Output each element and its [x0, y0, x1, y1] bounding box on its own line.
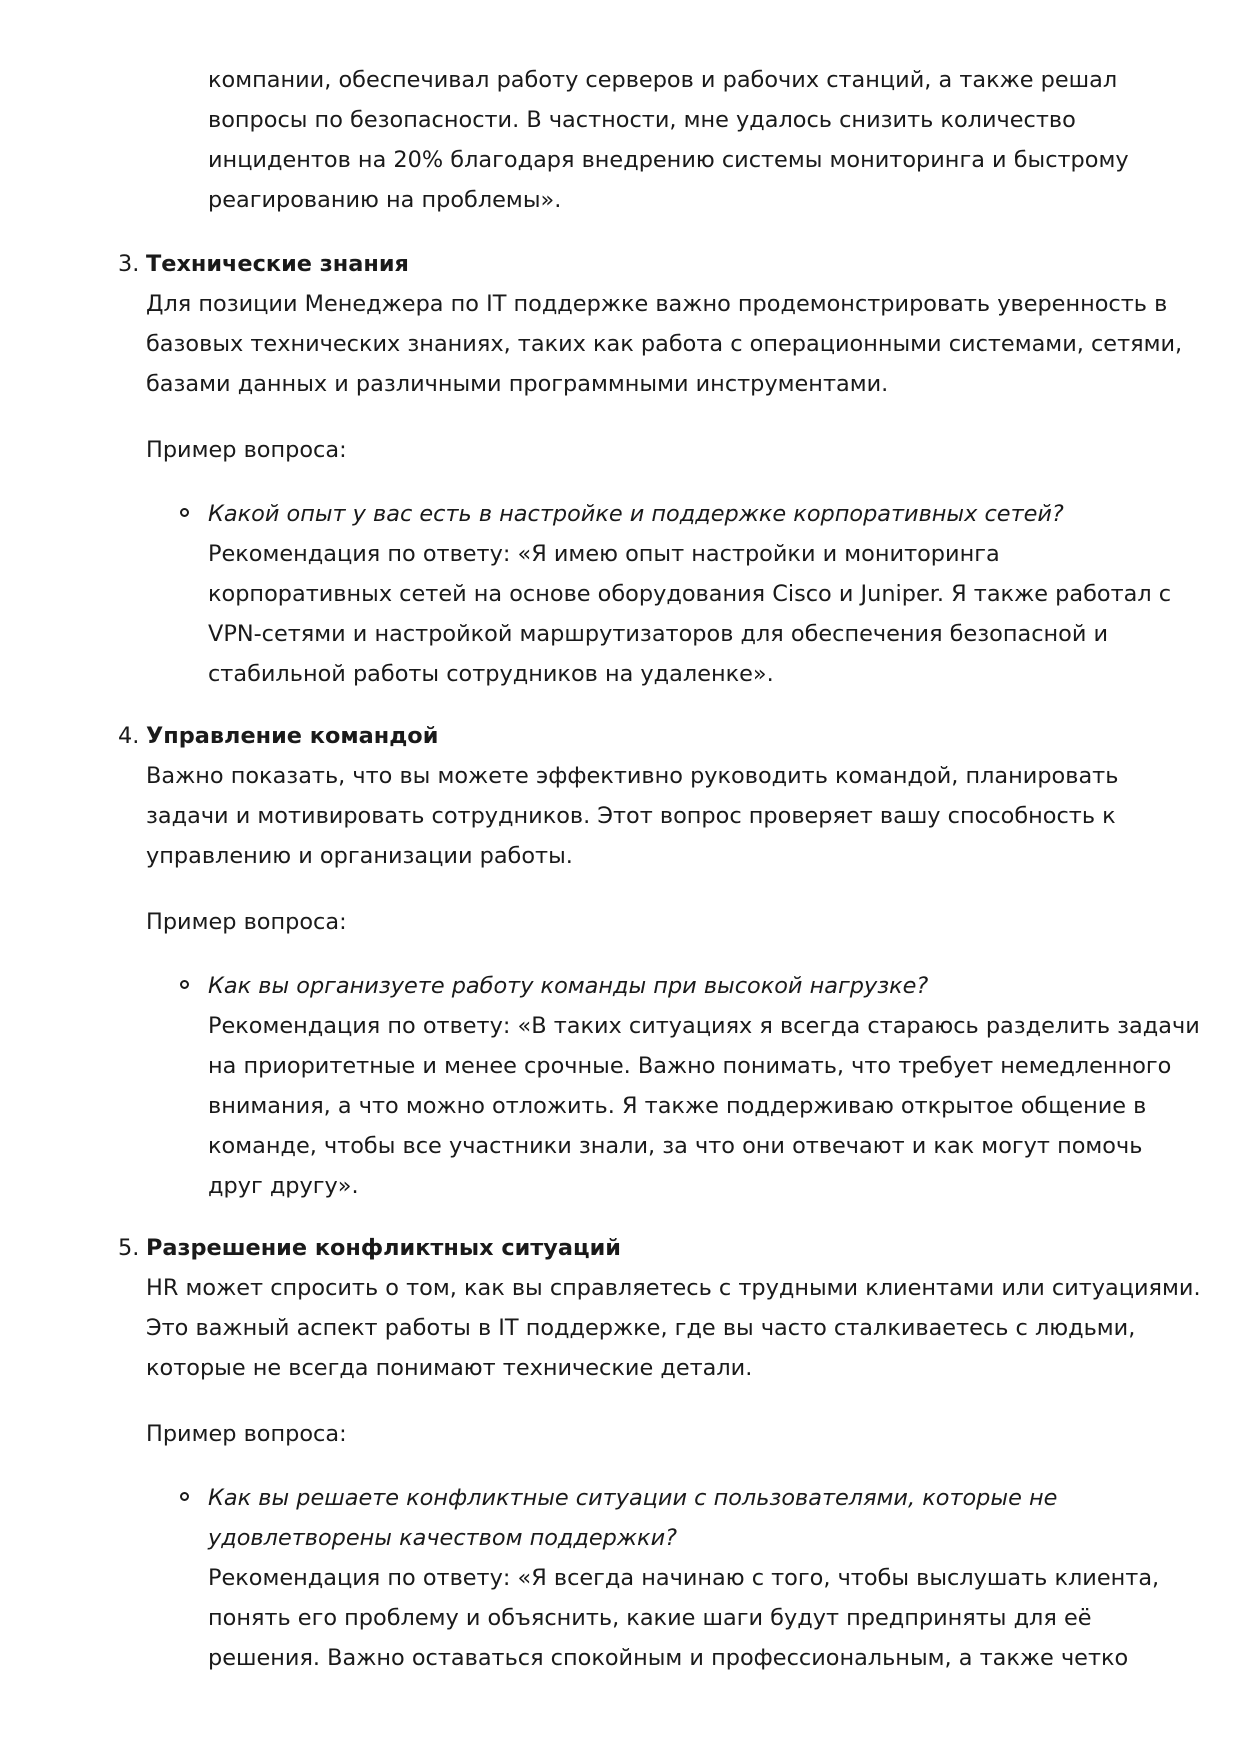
answer-line: на приоритетные и менее срочные. Важно понимать, что требует немедленного [208, 1053, 1172, 1079]
answer-line: команде, чтобы все участники знали, за что они отвечают и как могут помочь [208, 1133, 1143, 1159]
intro-line: вопросы по безопасности. В частности, мне удалось снизить количество [208, 107, 1076, 133]
example-label: Пример вопроса: [146, 1421, 347, 1447]
list-number: 4. [118, 723, 140, 749]
answer-line: друг другу». [208, 1173, 359, 1199]
description-line: задачи и мотивировать сотрудников. Этот вопрос проверяет вашу способность к [146, 803, 1116, 829]
answer-line: VPN-сетями и настройкой маршрутизаторов для обеспечения безопасной и [208, 621, 1109, 647]
intro-paragraph [208, 60, 1188, 220]
intro-line: компании, обеспечивал работу серверов и рабочих станций, а также решал [208, 67, 1118, 93]
example-question: Какой опыт у вас есть в настройке и поддержке корпоративных сетей? [208, 501, 1064, 527]
answer-line: понять его проблему и объяснить, какие шаги будут предприняты для её [208, 1605, 1092, 1631]
section-title: Разрешение конфликтных ситуаций [146, 1235, 621, 1261]
section-team-management [0, 716, 1239, 1199]
answer-line: корпоративных сетей на основе оборудования Cisco и Juniper. Я также работал с [208, 581, 1172, 607]
section-description [146, 1268, 1206, 1388]
section-description [146, 284, 1206, 404]
example-label: Пример вопроса: [146, 437, 347, 463]
circle-bullet-icon [180, 980, 189, 989]
intro-line: инцидентов на 20% благодаря внедрению системы мониторинга и быстрому [208, 147, 1129, 173]
answer-line: стабильной работы сотрудников на удаленке». [208, 661, 774, 687]
example-item [208, 966, 1208, 1206]
circle-bullet-icon [180, 508, 189, 517]
section-heading-row [0, 244, 1239, 284]
circle-bullet-icon [180, 1492, 189, 1501]
example-label: Пример вопроса: [146, 909, 347, 935]
description-line: HR может спросить о том, как вы справляетесь с трудными клиентами или ситуациями. [146, 1275, 1201, 1301]
description-line: Это важный аспект работы в IT поддержке, где вы часто сталкиваетесь с людьми, [146, 1315, 1136, 1341]
section-title: Технические знания [146, 251, 409, 277]
description-line: которые не всегда понимают технические детали. [146, 1355, 753, 1381]
section-title: Управление командой [146, 723, 439, 749]
answer-line: Рекомендация по ответу: «Я всегда начинаю с того, чтобы выслушать клиента, [208, 1565, 1160, 1591]
section-heading-row [0, 1228, 1239, 1268]
description-line: Для позиции Менеджера по IT поддержке важно продемонстрировать уверенность в [146, 291, 1168, 317]
example-question: удовлетворены качеством поддержки? [208, 1525, 678, 1551]
answer-line: Рекомендация по ответу: «Я имею опыт настройки и мониторинга [208, 541, 1000, 567]
list-number: 5. [118, 1235, 140, 1261]
section-heading-row [0, 716, 1239, 756]
section-conflict-resolution [0, 1228, 1239, 1671]
example-question: Как вы решаете конфликтные ситуации с пользователями, которые не [208, 1485, 1058, 1511]
description-line: управлению и организации работы. [146, 843, 573, 869]
example-question: Как вы организуете работу команды при высокой нагрузке? [208, 973, 929, 999]
answer-line: Рекомендация по ответу: «В таких ситуациях я всегда стараюсь разделить задачи [208, 1013, 1200, 1039]
answer-line: решения. Важно оставаться спокойным и профессиональным, а также четко [208, 1645, 1129, 1671]
example-item [208, 1478, 1208, 1678]
section-technical-knowledge [0, 244, 1239, 687]
description-line: базами данных и различными программными инструментами. [146, 371, 889, 397]
description-line: базовых технических знаниях, таких как работа с операционными системами, сетями, [146, 331, 1183, 357]
description-line: Важно показать, что вы можете эффективно руководить командой, планировать [146, 763, 1119, 789]
section-description [146, 756, 1206, 876]
intro-line: реагированию на проблемы». [208, 187, 562, 213]
list-number: 3. [118, 251, 140, 277]
example-item [208, 494, 1208, 694]
answer-line: внимания, а что можно отложить. Я также поддерживаю открытое общение в [208, 1093, 1147, 1119]
